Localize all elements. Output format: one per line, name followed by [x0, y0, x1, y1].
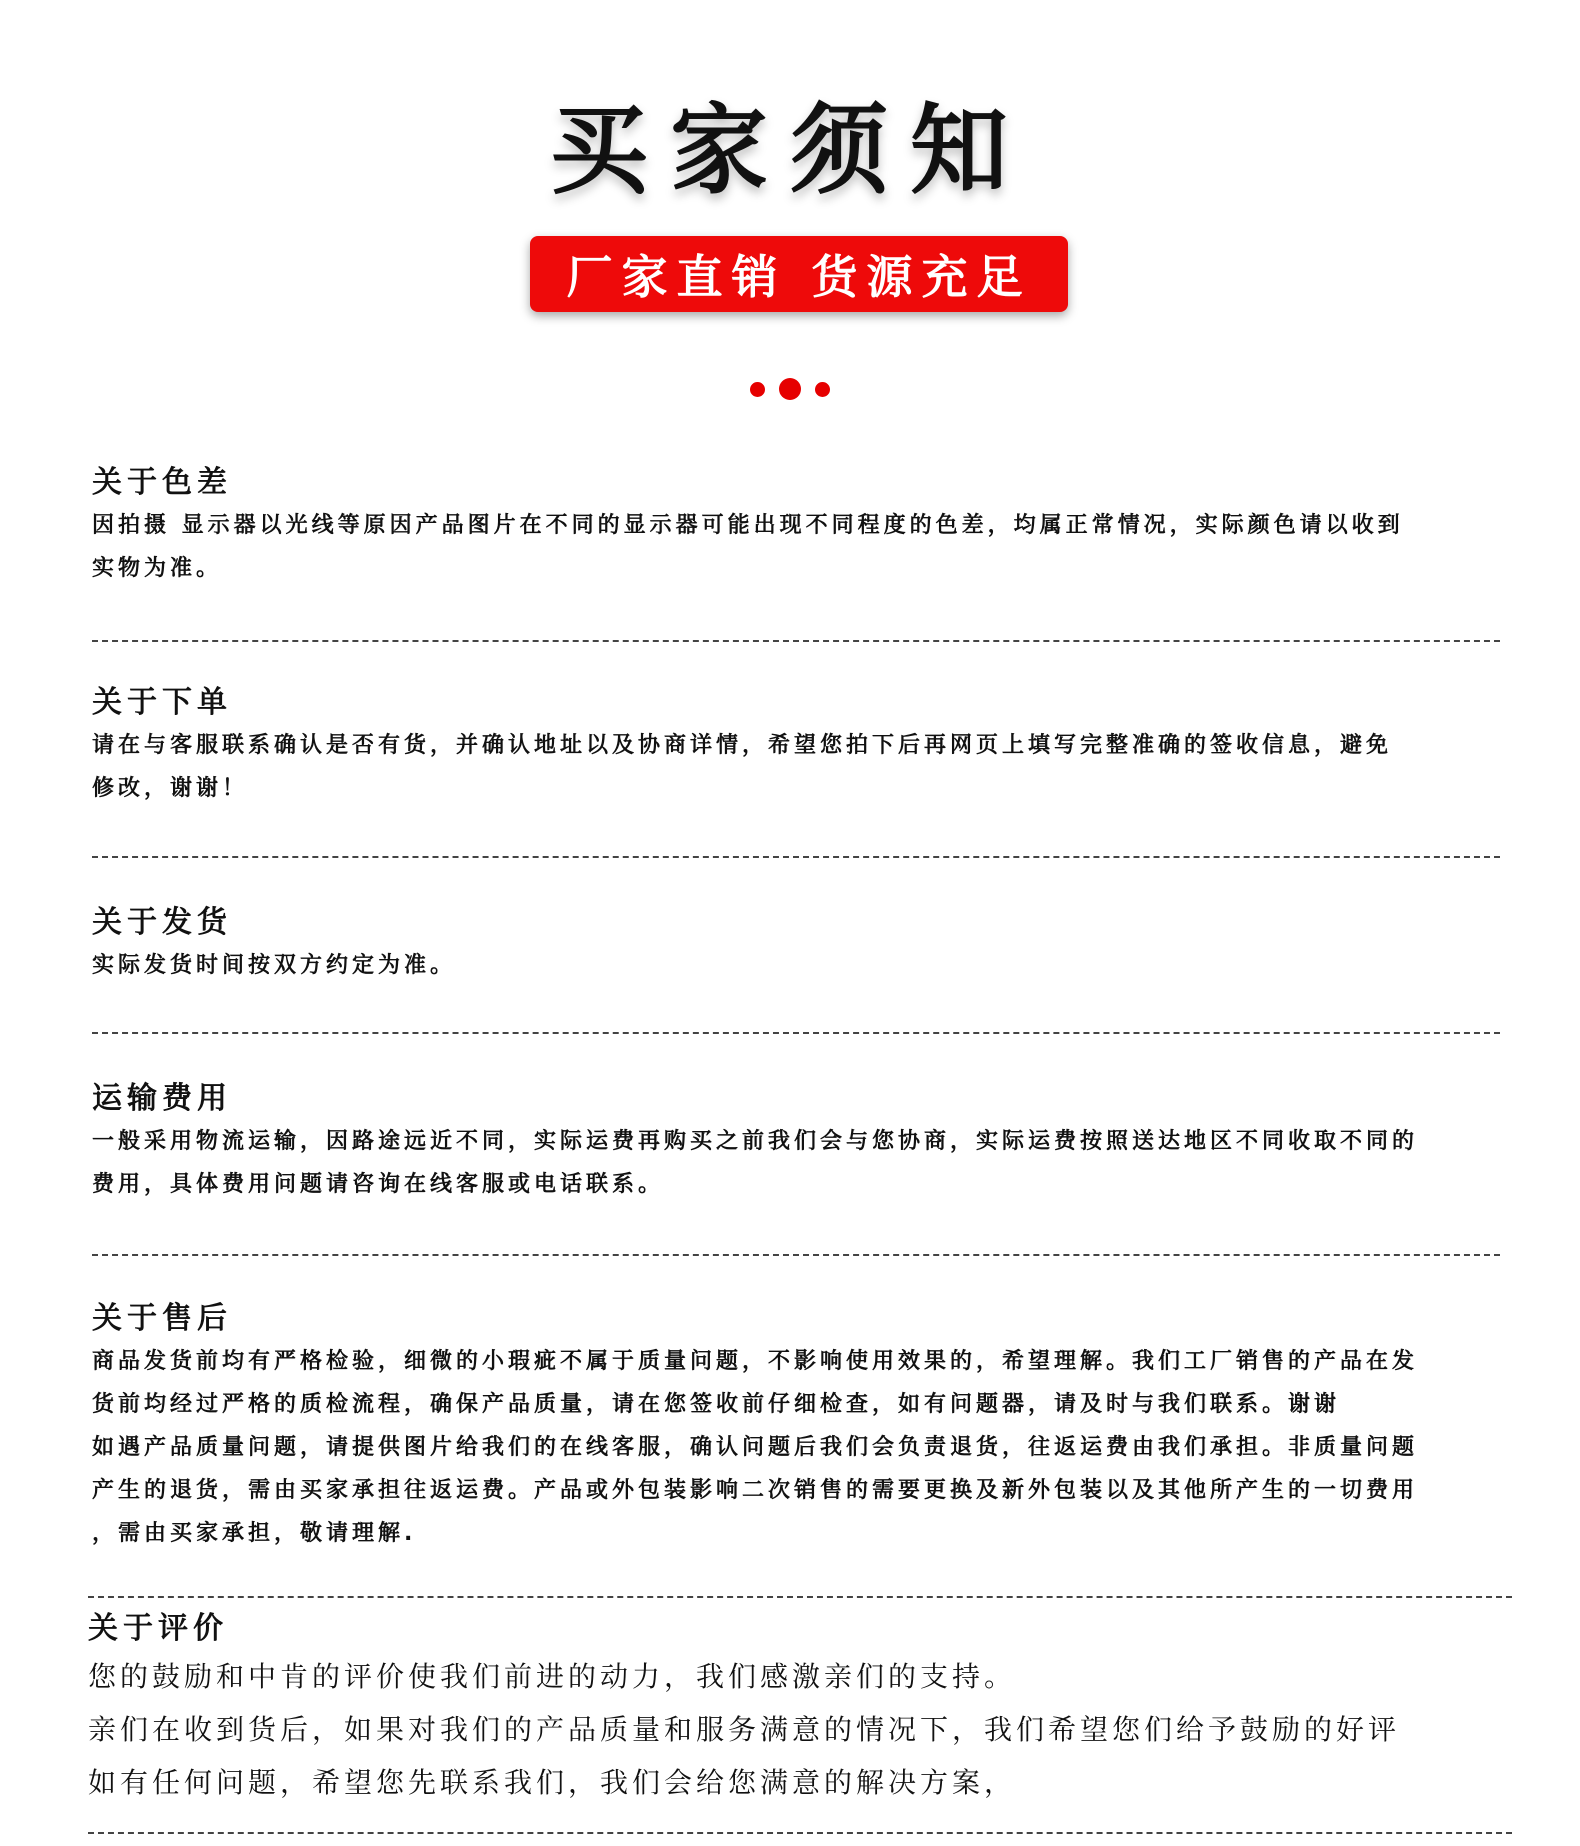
section-line: 商品发货前均有严格检验，细微的小瑕疵不属于质量问题，不影响使用效果的，希望理解。我们工厂销售的产品在发 [92, 1349, 1419, 1374]
promo-banner: 厂家直销 货源充足 [530, 236, 1068, 312]
section-body [92, 504, 1512, 590]
section-body [92, 1120, 1512, 1206]
section-color-difference [92, 462, 1512, 590]
section-body [92, 1340, 1512, 1555]
section-line: 实物为准。 [92, 556, 223, 581]
section-freight [92, 1078, 1512, 1206]
section-line: 实际发货时间按双方约定为准。 [92, 953, 457, 978]
section-line: ，需由买家承担，敬请理解. [92, 1521, 417, 1546]
divider [92, 1254, 1500, 1256]
section-line: 您的鼓励和中肯的评价使我们前进的动力，我们感激亲们的支持。 [88, 1660, 1017, 1693]
divider [92, 640, 1500, 642]
section-ordering [92, 682, 1512, 810]
section-line: 如有任何问题，希望您先联系我们，我们会给您满意的解决方案， [88, 1766, 1017, 1799]
section-title: 关于售后 [92, 1301, 232, 1336]
section-line: 修改，谢谢！ [92, 776, 249, 801]
section-line: 货前均经过严格的质检流程，确保产品质量，请在您签收前仔细检查，如有问题器，请及时与我们联系。谢谢 [92, 1392, 1341, 1417]
divider [88, 1596, 1512, 1598]
section-line: 一般采用物流运输，因路途远近不同，实际运费再购买之前我们会与您协商，实际运费按照送达地区不同收取不同的 [92, 1129, 1419, 1154]
section-shipping [92, 902, 1512, 987]
section-title: 关于下单 [92, 685, 232, 720]
section-title: 关于评价 [88, 1611, 228, 1646]
divider [88, 1832, 1512, 1834]
section-title: 运输费用 [92, 1081, 232, 1116]
section-reviews [88, 1608, 1508, 1809]
dot-icon [779, 378, 801, 400]
section-title: 关于色差 [92, 465, 232, 500]
section-line: 因拍摄 显示器以光线等原因产品图片在不同的显示器可能出现不同程度的色差，均属正常情况，实际颜色请以收到 [92, 513, 1404, 538]
section-line: 如遇产品质量问题，请提供图片给我们的在线客服，确认问题后我们会负责退货，往返运费由我们承担。非质量问题 [92, 1435, 1419, 1460]
dot-icon [750, 382, 765, 397]
section-line: 亲们在收到货后，如果对我们的产品质量和服务满意的情况下，我们希望您们给予鼓励的好评 [88, 1713, 1401, 1746]
section-after-sales [92, 1298, 1512, 1555]
section-body [92, 724, 1512, 810]
divider [92, 856, 1500, 858]
section-line: 产生的退货，需由买家承担往返运费。产品或外包装影响二次销售的需要更换及新外包装以及其他所产生的一切费用 [92, 1478, 1419, 1503]
dot-icon [815, 382, 830, 397]
section-body [88, 1650, 1508, 1809]
section-line: 费用，具体费用问题请咨询在线客服或电话联系。 [92, 1172, 665, 1197]
section-body [92, 944, 1512, 987]
section-title: 关于发货 [92, 905, 232, 940]
decorative-dots [0, 374, 1580, 404]
section-line: 请在与客服联系确认是否有货，并确认地址以及协商详情，希望您拍下后再网页上填写完整准确的签收信息，避免 [92, 733, 1393, 758]
page-title: 买家须知 [549, 94, 1030, 208]
divider [92, 1032, 1500, 1034]
